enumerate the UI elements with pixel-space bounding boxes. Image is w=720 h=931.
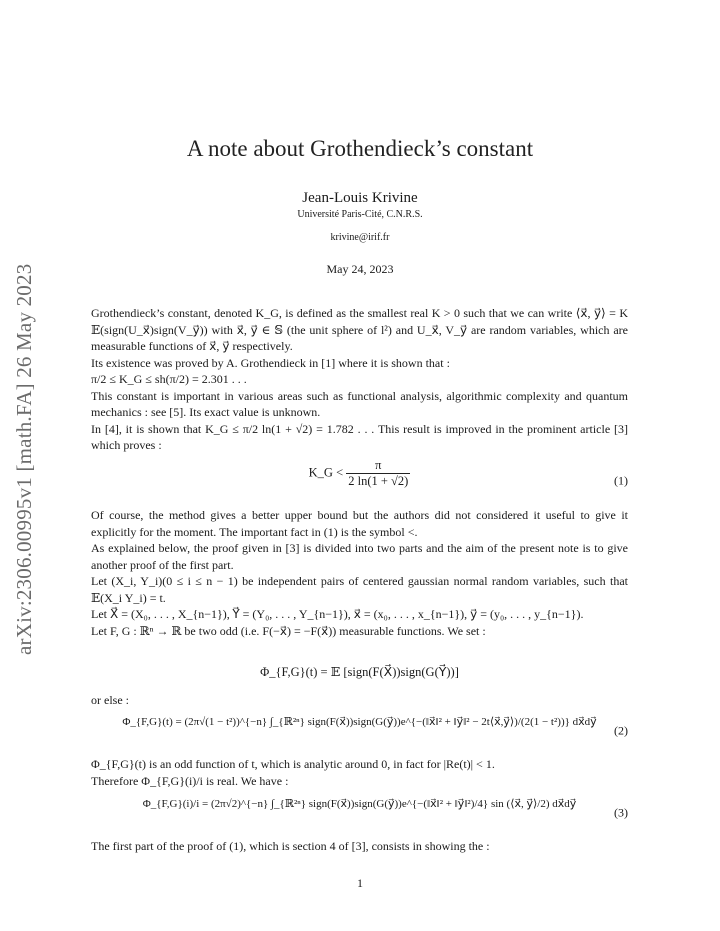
equation-3	[91, 796, 628, 830]
or-else-line	[91, 692, 628, 709]
author-affiliation: Université Paris-Cité, C.N.R.S.	[297, 209, 423, 220]
equation-1	[91, 458, 628, 504]
paper-date: May 24, 2023	[326, 262, 394, 276]
eq1-lhs: K_G <	[308, 465, 344, 480]
paragraph-therefore: Therefore Φ_{F,G}(i)/i is real. We have :	[91, 773, 289, 788]
paper-title: A note about Grothendieck’s constant	[186, 136, 534, 161]
page-number: 1	[357, 876, 363, 890]
paragraph-vectors: Let X⃗ = (X₀, . . . , X_{n−1}), Y⃗ = (Y₀, . . . , Y_{n−1}), x⃗ = (x₀, . . . , x_{n−1}), y⃗ = (y₀, . . . , y_{n−1}).	[91, 607, 584, 621]
method-section	[91, 507, 628, 639]
equation-2	[91, 714, 628, 748]
eq1-fraction	[346, 458, 410, 489]
paragraph-of-course: Of course, the method gives a better upper bound but the authors did not considered it useful to give it explicitly for the moment. The important fact in (1) is the symbol <.	[91, 508, 628, 539]
paragraph-definition: Grothendieck’s constant, denoted K_G, is defined as the smallest real K > 0 such that we can write ⟨x⃗, y⃗⟩ = K 𝔼(sign(U_x⃗)sign(V_y⃗)) with x⃗, y⃗ ∈ 𝕊 (the unit sphere of l²) and U_x⃗, V_y⃗ are random variables, which are measurable functions of x⃗, y⃗ respectively.	[91, 306, 628, 353]
eq2-text: Φ_{F,G}(t) = (2π√(1 − t²))^{−n} ∫_{ℝ²ⁿ} sign(F(x⃗))sign(G(y⃗))e^{−(‖x⃗‖² + ‖y⃗‖² − 2t⟨x⃗,y⃗⟩)/(2(1 − t²))} dx⃗dy⃗	[122, 716, 597, 728]
eq2-number: (2)	[614, 723, 628, 738]
eq3-number: (3)	[614, 805, 628, 820]
paragraph-gaussian: Let (X_i, Y_i)(0 ≤ i ≤ n − 1) be independent pairs of centered gaussian normal random variables, such that 𝔼(X_i Y_i) = t.	[91, 574, 628, 605]
eq3-text: Φ_{F,G}(i)/i = (2π√2)^{−n} ∫_{ℝ²ⁿ} sign(F(x⃗))sign(G(y⃗))e^{−(‖x⃗‖² + ‖y⃗‖²)/4} sin (⟨x⃗, y⃗⟩/2) dx⃗dy⃗	[142, 798, 577, 810]
paragraph-first-part: The first part of the proof of (1), which is section 4 of [3], consists in showing the :	[91, 839, 490, 853]
paragraph-importance: This constant is important in various areas such as functional analysis, algorithmic complexity and quantum mechanics : see [5]. Its exact value is unknown.	[91, 388, 628, 419]
paragraph-functions: Let F, G : ℝⁿ → ℝ be two odd (i.e. F(−x⃗) = −F(x⃗)) measurable functions. We set :	[91, 623, 486, 638]
analytic-section	[91, 756, 628, 789]
intro-section	[91, 305, 628, 454]
or-else-text: or else :	[91, 693, 129, 707]
paragraph-explained: As explained below, the proof given in [3] is divided into two parts and the aim of the present note is to give another proof of the first part.	[91, 541, 628, 572]
author-email: krivine@irif.fr	[330, 232, 390, 243]
eq1-numerator: π	[346, 458, 410, 474]
eq-phi-text: Φ_{F,G}(t) = 𝔼 [sign(F(X⃗))sign(G(Y⃗))]	[260, 665, 459, 679]
paragraph-odd-function: Φ_{F,G}(t) is an odd function of t, which is analytic around 0, in fact for |Re(t)| < 1.	[91, 757, 495, 771]
paragraph-existence: Its existence was proved by A. Grothendieck in [1] where it is shown that :	[91, 355, 450, 370]
eq1-denominator: 2 ln(1 + √2)	[348, 474, 409, 488]
author-name: Jean-Louis Krivine	[302, 190, 418, 206]
closing-section	[91, 838, 628, 855]
paragraph-bounds: π/2 ≤ K_G ≤ sh(π/2) = 2.301 . . .	[91, 372, 247, 386]
equation-phi	[91, 664, 628, 686]
arxiv-identifier: arXiv:2306.00995v1 [math.FA] 26 May 2023	[12, 263, 36, 655]
paragraph-improvement: In [4], it is shown that K_G ≤ π/2 ln(1 + √2) = 1.782 . . . This result is improved in the prominent article [3] which proves :	[91, 421, 628, 452]
eq1-number: (1)	[614, 473, 628, 488]
